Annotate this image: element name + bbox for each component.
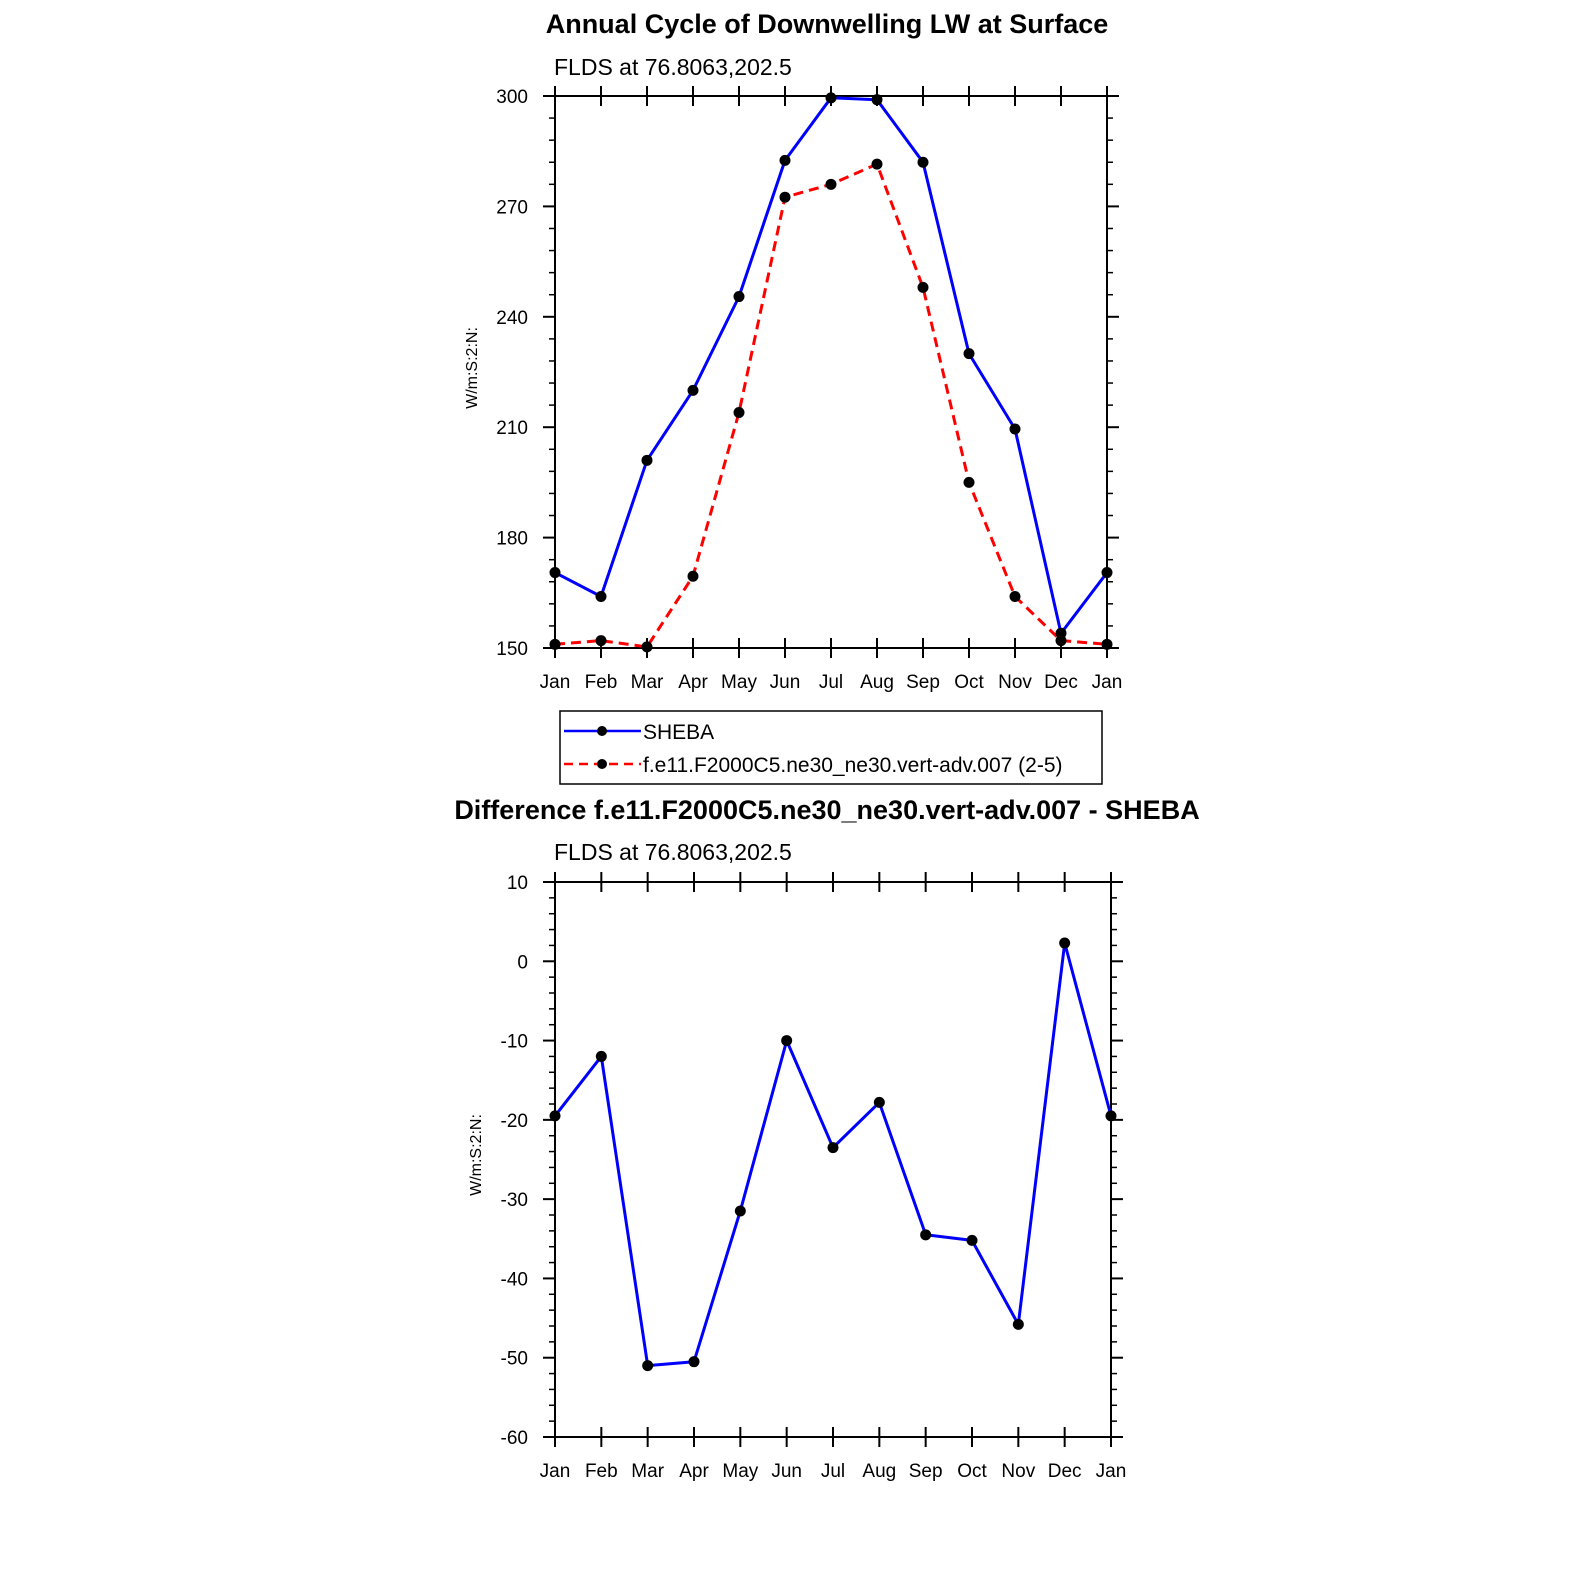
bottom-data-point bbox=[874, 1097, 885, 1108]
top-plot-frame bbox=[555, 96, 1107, 648]
bottom-data-point bbox=[642, 1360, 653, 1371]
top-data-point bbox=[1010, 424, 1021, 435]
top-xtick-label: Feb bbox=[584, 672, 618, 693]
top-data-point bbox=[550, 567, 561, 578]
top-xtick-label: Oct bbox=[954, 672, 984, 693]
bottom-data-point bbox=[967, 1235, 978, 1246]
bottom-xtick-label: Oct bbox=[957, 1461, 987, 1482]
top-data-point bbox=[550, 639, 561, 650]
top-xtick-label: Jan bbox=[539, 672, 571, 693]
bottom-data-point bbox=[735, 1206, 746, 1217]
top-ytick-label: 300 bbox=[496, 87, 528, 108]
top-xtick-label: May bbox=[721, 672, 757, 693]
top-data-point bbox=[642, 455, 653, 466]
bottom-data-point bbox=[1106, 1110, 1117, 1121]
legend bbox=[560, 711, 1102, 784]
top-ytick-label: 240 bbox=[496, 307, 528, 329]
top-data-point bbox=[1010, 591, 1021, 602]
top-data-point bbox=[1102, 567, 1113, 578]
top-xtick-label: Dec bbox=[1044, 672, 1078, 693]
top-ytick-label: 150 bbox=[496, 639, 528, 660]
bottom-xtick-label: Mar bbox=[631, 1461, 665, 1482]
top-data-point bbox=[596, 591, 607, 602]
bottom-ytick-label: -30 bbox=[500, 1190, 528, 1212]
top-data-point bbox=[918, 157, 929, 168]
top-xtick-label: Nov bbox=[998, 672, 1032, 693]
top-xtick-label: Jan bbox=[1091, 672, 1123, 693]
top-data-point bbox=[642, 641, 653, 652]
legend-marker-sheba bbox=[597, 726, 607, 736]
bottom-ytick-label: 0 bbox=[517, 952, 528, 974]
top-chart-ylabel: W/m:S:2:N: bbox=[464, 327, 481, 409]
bottom-data-point bbox=[781, 1035, 792, 1046]
top-data-point bbox=[964, 477, 975, 488]
legend-label-sheba: SHEBA bbox=[643, 721, 715, 744]
top-xtick-label: Sep bbox=[906, 672, 940, 693]
bottom-xtick-label: Nov bbox=[1001, 1461, 1036, 1482]
top-chart-subtitle: FLDS at 76.8063,202.5 bbox=[554, 54, 792, 80]
bottom-data-point bbox=[1013, 1319, 1024, 1330]
bottom-ytick-label: 10 bbox=[506, 873, 528, 894]
legend-label-model: f.e11.F2000C5.ne30_ne30.vert-adv.007 (2-5) bbox=[643, 754, 1063, 777]
top-chart-plot bbox=[496, 86, 1122, 693]
bottom-data-point bbox=[828, 1142, 839, 1153]
bottom-data-point bbox=[550, 1110, 561, 1121]
bottom-chart-title: Difference f.e11.F2000C5.ne30_ne30.vert-adv.007 - SHEBA bbox=[454, 795, 1200, 825]
top-xtick-label: Mar bbox=[630, 672, 664, 693]
top-data-point bbox=[1102, 639, 1113, 650]
bottom-xtick-label: Jun bbox=[771, 1461, 802, 1482]
top-ytick-label: 210 bbox=[496, 418, 528, 440]
bottom-series-line-difference bbox=[555, 943, 1111, 1366]
top-data-point bbox=[688, 385, 699, 396]
bottom-ytick-label: -50 bbox=[500, 1348, 528, 1370]
top-data-point bbox=[780, 155, 791, 166]
bottom-xtick-label: Dec bbox=[1047, 1461, 1082, 1482]
bottom-ytick-label: -60 bbox=[500, 1428, 528, 1449]
top-ytick-label: 180 bbox=[496, 528, 528, 550]
top-data-point bbox=[734, 291, 745, 302]
top-data-point bbox=[872, 94, 883, 105]
bottom-ytick-label: -40 bbox=[500, 1269, 528, 1291]
top-data-point bbox=[688, 571, 699, 582]
bottom-xtick-label: Feb bbox=[584, 1461, 618, 1482]
bottom-chart-subtitle: FLDS at 76.8063,202.5 bbox=[554, 839, 792, 865]
top-xtick-label: Apr bbox=[678, 672, 708, 693]
top-data-point bbox=[826, 179, 837, 190]
bottom-xtick-label: Jan bbox=[1095, 1461, 1127, 1482]
bottom-xtick-label: Jul bbox=[820, 1461, 846, 1482]
bottom-chart-ylabel: W/m:S:2:N: bbox=[468, 1114, 485, 1196]
top-series-line-sheba bbox=[555, 98, 1107, 634]
bottom-xtick-label: Apr bbox=[679, 1461, 709, 1482]
bottom-xtick-label: Sep bbox=[908, 1461, 943, 1482]
bottom-plot-frame bbox=[555, 882, 1111, 1437]
bottom-chart-plot bbox=[501, 872, 1127, 1482]
top-data-point bbox=[826, 92, 837, 103]
top-xtick-label: Aug bbox=[860, 672, 894, 693]
bottom-ytick-label: -20 bbox=[500, 1110, 528, 1132]
bottom-xtick-label: Aug bbox=[862, 1461, 897, 1482]
bottom-xtick-label: Jan bbox=[539, 1461, 571, 1482]
bottom-ytick-label: -10 bbox=[500, 1031, 528, 1053]
bottom-data-point bbox=[1059, 938, 1070, 949]
top-series-line-f-e11-f2000c5-ne30-n bbox=[555, 164, 1107, 647]
legend-marker-model bbox=[597, 759, 607, 769]
top-data-point bbox=[734, 407, 745, 418]
top-data-point bbox=[918, 282, 929, 293]
top-data-point bbox=[780, 192, 791, 203]
bottom-data-point bbox=[920, 1229, 931, 1240]
top-ytick-label: 270 bbox=[496, 197, 528, 219]
top-xtick-label: Jul bbox=[818, 672, 844, 693]
top-chart-title: Annual Cycle of Downwelling LW at Surface bbox=[545, 9, 1109, 39]
bottom-xtick-label: May bbox=[722, 1461, 759, 1482]
top-data-point bbox=[964, 348, 975, 359]
top-xtick-label: Jun bbox=[769, 672, 801, 693]
top-data-point bbox=[596, 635, 607, 646]
top-data-point bbox=[1056, 635, 1067, 646]
top-data-point bbox=[872, 159, 883, 170]
bottom-data-point bbox=[689, 1356, 700, 1367]
bottom-data-point bbox=[596, 1051, 607, 1062]
